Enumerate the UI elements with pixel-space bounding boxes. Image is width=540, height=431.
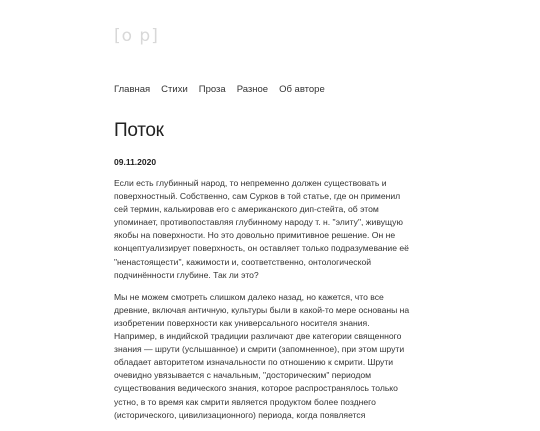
post-title: Поток	[114, 120, 164, 141]
post-paragraph: Если есть глубинный народ, то непременно должен существовать и поверхностный. Собственно, сам Сурков в той статье, где он применил сей термин, калькировав его с американского дип-стейта, об этом упоминает, противопоставляя глубинному народу т. н. "элиту", живущую якобы на поверхности. Но это довольно примитивное решение. Он не концептуализирует поверхность, он оставляет только подразумевание её "ненастоящести", кажимости и, соответственно, онтологической подчинённости глубине. Так ли это?	[114, 178, 409, 280]
nav-item-home[interactable]: Главная	[114, 84, 151, 95]
site-logo[interactable]: [o p]	[114, 26, 159, 46]
main-nav	[114, 84, 325, 95]
nav-item-about[interactable]: Об авторе	[279, 84, 325, 95]
post-paragraph: Мы не можем смотреть слишком далеко назад, но кажется, что все древние, включая античную, культуры были в какой-то мере основаны на изобретении поверхности как универсального носителя знания. Например, в индийской традиции различают две категории священного знания — шрути (услышанное) и смрити (запомненное), при этом шрути обладает авторитетом изначальности по отношению к смрити. Шрути очевидно увязывается с начальным, "досторическим" периодом существования ведического знания, которое распространялось только устно, в то время как смрити является продуктом более позднего (исторического, цивилизационного) периода, когда появляется	[114, 291, 410, 420]
post-content	[114, 177, 414, 431]
nav-item-prose[interactable]: Проза	[198, 84, 226, 95]
nav-item-misc[interactable]: Разное	[236, 84, 269, 95]
nav-item-poems[interactable]: Стихи	[161, 84, 188, 95]
post-date: 09.11.2020	[114, 157, 157, 167]
